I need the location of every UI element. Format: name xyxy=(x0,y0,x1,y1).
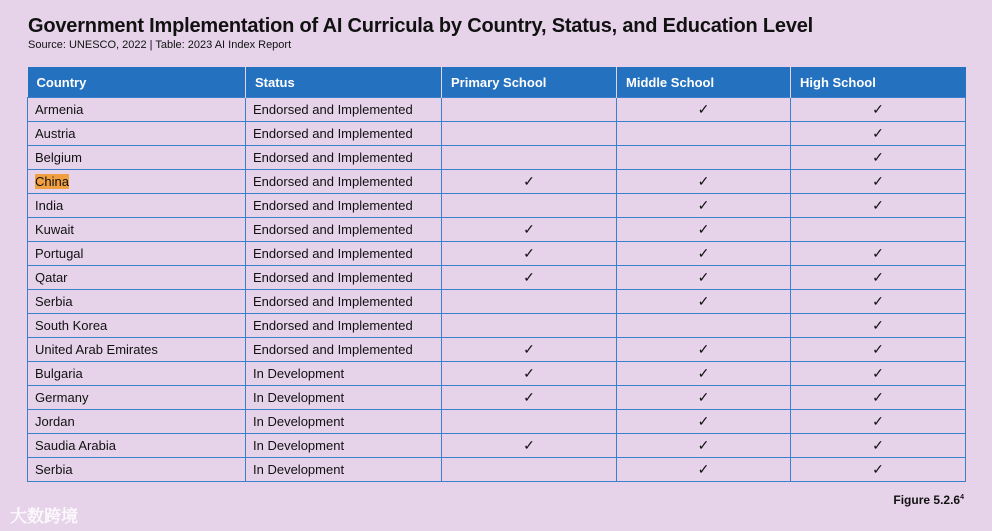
cell-status xyxy=(246,362,442,386)
cell-high-school xyxy=(791,242,966,266)
cell-high-school xyxy=(791,314,966,338)
check-mark: ✓ xyxy=(872,461,884,477)
cell-primary-school xyxy=(442,266,617,290)
cell-middle-school xyxy=(617,122,791,146)
cell-country xyxy=(28,458,246,482)
check-mark: ✓ xyxy=(872,413,884,429)
status-text: In Development xyxy=(253,438,345,453)
status-text: Endorsed and Implemented xyxy=(253,246,413,261)
cell-country xyxy=(28,290,246,314)
table-row xyxy=(28,338,966,362)
check-mark: ✓ xyxy=(872,197,884,213)
cell-status xyxy=(246,194,442,218)
cell-status xyxy=(246,266,442,290)
cell-high-school xyxy=(791,194,966,218)
cell-status xyxy=(246,242,442,266)
country-name: Kuwait xyxy=(35,222,75,237)
check-mark: ✓ xyxy=(697,269,710,285)
check-mark: ✓ xyxy=(697,341,710,357)
table-body xyxy=(28,98,966,482)
cell-country xyxy=(28,146,246,170)
cell-status xyxy=(246,98,442,122)
cell-country xyxy=(28,242,246,266)
header-primary-school: Primary School xyxy=(442,67,617,98)
cell-status xyxy=(246,170,442,194)
cell-country xyxy=(28,338,246,362)
country-name: Portugal xyxy=(35,246,84,261)
cell-status xyxy=(246,338,442,362)
country-name: Germany xyxy=(35,390,89,405)
cell-country xyxy=(28,218,246,242)
header-row xyxy=(28,67,966,98)
cell-country xyxy=(28,170,246,194)
cell-middle-school xyxy=(617,218,791,242)
table-row xyxy=(28,386,966,410)
table-row xyxy=(28,458,966,482)
check-mark: ✓ xyxy=(523,437,535,453)
status-text: Endorsed and Implemented xyxy=(253,222,413,237)
country-name: United Arab Emirates xyxy=(35,342,158,357)
check-mark: ✓ xyxy=(872,125,884,141)
cell-primary-school xyxy=(442,458,617,482)
cell-primary-school xyxy=(442,362,617,386)
country-name: India xyxy=(35,198,64,213)
cell-primary-school xyxy=(442,386,617,410)
cell-high-school xyxy=(791,218,966,242)
status-text: Endorsed and Implemented xyxy=(253,102,413,117)
figure-label xyxy=(893,493,964,507)
check-mark: ✓ xyxy=(872,317,884,333)
check-mark: ✓ xyxy=(697,197,710,213)
table-row xyxy=(28,362,966,386)
check-mark: ✓ xyxy=(697,365,710,381)
cell-middle-school xyxy=(617,434,791,458)
check-mark: ✓ xyxy=(523,341,535,357)
table-row xyxy=(28,290,966,314)
cell-primary-school xyxy=(442,98,617,122)
cell-middle-school xyxy=(617,314,791,338)
table-title: Government Implementation of AI Curricula by Country, Status, and Education Level xyxy=(28,15,814,37)
check-mark: ✓ xyxy=(697,245,710,261)
cell-primary-school xyxy=(442,170,617,194)
cell-status xyxy=(246,218,442,242)
cell-high-school xyxy=(791,362,966,386)
cell-country xyxy=(28,314,246,338)
table-row xyxy=(28,434,966,458)
cell-high-school xyxy=(791,410,966,434)
check-mark: ✓ xyxy=(523,389,535,405)
status-text: Endorsed and Implemented xyxy=(253,270,413,285)
curricula-table xyxy=(27,67,966,482)
table-row xyxy=(28,170,966,194)
cell-middle-school xyxy=(617,458,791,482)
cell-high-school xyxy=(791,170,966,194)
status-text: Endorsed and Implemented xyxy=(253,126,413,141)
status-text: Endorsed and Implemented xyxy=(253,342,413,357)
country-name: Saudia Arabia xyxy=(35,438,116,453)
check-mark: ✓ xyxy=(523,245,535,261)
cell-status xyxy=(246,458,442,482)
cell-country xyxy=(28,386,246,410)
check-mark: ✓ xyxy=(697,437,710,453)
cell-high-school xyxy=(791,434,966,458)
table-row xyxy=(28,242,966,266)
cell-high-school xyxy=(791,338,966,362)
cell-status xyxy=(246,314,442,338)
check-mark: ✓ xyxy=(872,365,884,381)
country-name: Bulgaria xyxy=(35,366,83,381)
check-mark: ✓ xyxy=(697,389,710,405)
cell-status xyxy=(246,386,442,410)
country-name: South Korea xyxy=(35,318,108,333)
cell-primary-school xyxy=(442,338,617,362)
cell-high-school xyxy=(791,386,966,410)
check-mark: ✓ xyxy=(872,269,884,285)
check-mark: ✓ xyxy=(872,173,884,189)
watermark: 大数跨境 xyxy=(10,507,78,526)
source-note: Source: UNESCO, 2022 | Table: 2023 AI Index Report xyxy=(28,39,292,51)
cell-high-school xyxy=(791,266,966,290)
check-mark: ✓ xyxy=(872,149,884,165)
cell-country xyxy=(28,266,246,290)
cell-primary-school xyxy=(442,146,617,170)
cell-primary-school xyxy=(442,410,617,434)
country-name: China xyxy=(35,174,69,189)
check-mark: ✓ xyxy=(697,221,710,237)
check-mark: ✓ xyxy=(872,389,884,405)
cell-high-school xyxy=(791,98,966,122)
check-mark: ✓ xyxy=(872,293,884,309)
cell-middle-school xyxy=(617,242,791,266)
figure-footnote: 4 xyxy=(960,494,964,501)
country-name: Serbia xyxy=(35,462,73,477)
cell-status xyxy=(246,434,442,458)
table-row xyxy=(28,194,966,218)
header-high-school: High School xyxy=(791,67,966,98)
cell-primary-school xyxy=(442,122,617,146)
cell-status xyxy=(246,122,442,146)
country-name: Jordan xyxy=(35,414,75,429)
status-text: In Development xyxy=(253,414,345,429)
status-text: Endorsed and Implemented xyxy=(253,294,413,309)
cell-middle-school xyxy=(617,290,791,314)
cell-primary-school xyxy=(442,242,617,266)
cell-country xyxy=(28,122,246,146)
status-text: In Development xyxy=(253,390,345,405)
status-text: Endorsed and Implemented xyxy=(253,174,413,189)
cell-high-school xyxy=(791,458,966,482)
table-row xyxy=(28,410,966,434)
country-name: Qatar xyxy=(35,270,68,285)
table-row xyxy=(28,314,966,338)
table-row xyxy=(28,146,966,170)
country-name: Belgium xyxy=(35,150,82,165)
table-row xyxy=(28,266,966,290)
header-middle-school: Middle School xyxy=(617,67,791,98)
cell-middle-school xyxy=(617,194,791,218)
cell-country xyxy=(28,194,246,218)
cell-primary-school xyxy=(442,194,617,218)
cell-country xyxy=(28,410,246,434)
country-name: Serbia xyxy=(35,294,73,309)
status-text: In Development xyxy=(253,366,345,381)
cell-primary-school xyxy=(442,314,617,338)
cell-country xyxy=(28,98,246,122)
status-text: In Development xyxy=(253,462,345,477)
check-mark: ✓ xyxy=(697,293,710,309)
cell-status xyxy=(246,290,442,314)
cell-high-school xyxy=(791,122,966,146)
cell-middle-school xyxy=(617,410,791,434)
cell-middle-school xyxy=(617,386,791,410)
figure-number: Figure 5.2.6 xyxy=(893,493,961,507)
country-name: Armenia xyxy=(35,102,84,117)
cell-middle-school xyxy=(617,98,791,122)
status-text: Endorsed and Implemented xyxy=(253,318,413,333)
check-mark: ✓ xyxy=(697,413,710,429)
cell-status xyxy=(246,146,442,170)
check-mark: ✓ xyxy=(697,101,710,117)
cell-primary-school xyxy=(442,434,617,458)
check-mark: ✓ xyxy=(523,173,535,189)
status-text: Endorsed and Implemented xyxy=(253,198,413,213)
check-mark: ✓ xyxy=(872,437,884,453)
status-text: Endorsed and Implemented xyxy=(253,150,413,165)
check-mark: ✓ xyxy=(872,101,884,117)
cell-high-school xyxy=(791,290,966,314)
cell-middle-school xyxy=(617,266,791,290)
cell-country xyxy=(28,434,246,458)
cell-primary-school xyxy=(442,290,617,314)
check-mark: ✓ xyxy=(523,269,535,285)
header-country: Country xyxy=(28,67,246,98)
cell-middle-school xyxy=(617,362,791,386)
check-mark: ✓ xyxy=(697,173,710,189)
cell-status xyxy=(246,410,442,434)
country-name: Austria xyxy=(35,126,76,141)
cell-middle-school xyxy=(617,170,791,194)
check-mark: ✓ xyxy=(523,365,535,381)
cell-country xyxy=(28,362,246,386)
check-mark: ✓ xyxy=(872,245,884,261)
check-mark: ✓ xyxy=(697,461,710,477)
cell-middle-school xyxy=(617,338,791,362)
cell-high-school xyxy=(791,146,966,170)
cell-primary-school xyxy=(442,218,617,242)
check-mark: ✓ xyxy=(872,341,884,357)
table-row xyxy=(28,122,966,146)
header-status: Status xyxy=(246,67,442,98)
table-row xyxy=(28,218,966,242)
cell-middle-school xyxy=(617,146,791,170)
table-row xyxy=(28,98,966,122)
check-mark: ✓ xyxy=(523,221,535,237)
